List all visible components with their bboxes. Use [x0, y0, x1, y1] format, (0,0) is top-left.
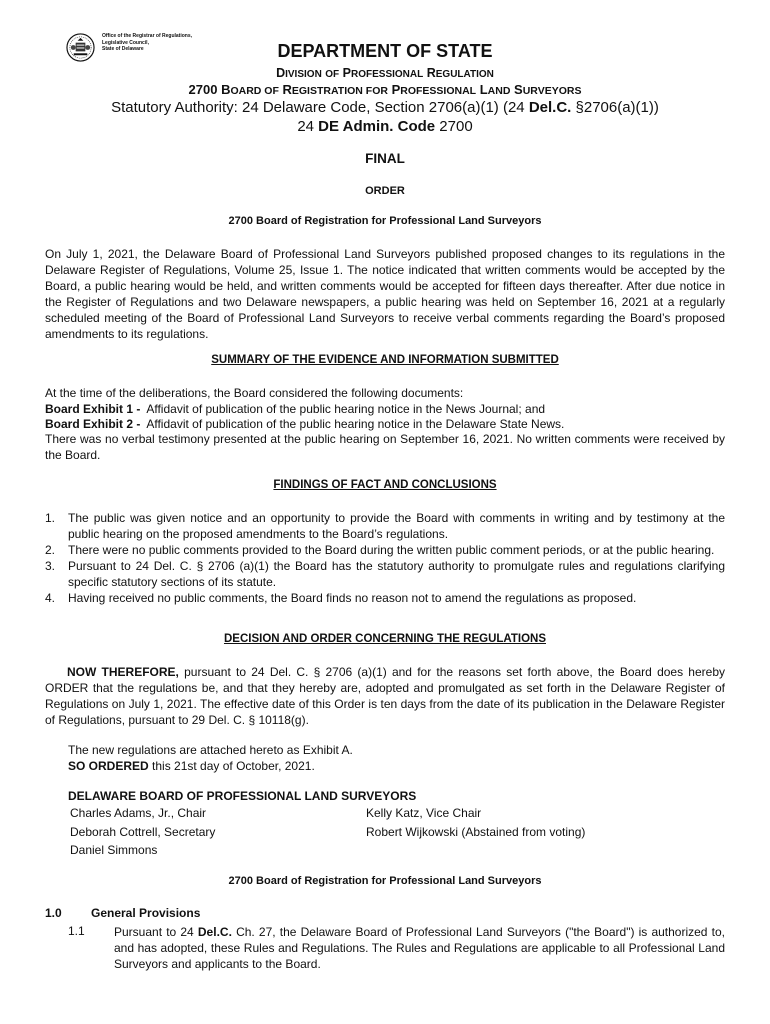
finding-item: 3. Pursuant to 24 Del. C. § 2706 (a)(1) the Board has the statutory authority to promulgate rules and regulations clarifying specific statutory sections of its statute. [45, 559, 725, 589]
section-number: 1.0 [45, 906, 62, 920]
board-heading: DELAWARE BOARD OF PROFESSIONAL LAND SURVEYORS [68, 789, 417, 803]
board-member: Daniel Simmons [70, 843, 158, 857]
finding-item: 1. The public was given notice and an opportunity to provide the Board with comments in writing and by testimony at the public hearing on the proposed amendments to the Board’s regulations. [45, 511, 725, 541]
office-line: Office of the Registrar of Regulations, [102, 33, 193, 39]
statutory-authority: Statutory Authority: 24 Delaware Code, Section 2706(a)(1) (24 Del.C. §2706(a)(1)) [111, 99, 659, 116]
findings-heading: FINDINGS OF FACT AND CONCLUSIONS [273, 479, 497, 491]
board-member: Charles Adams, Jr., Chair [70, 806, 207, 820]
exhibit-item: Board Exhibit 1 - Affidavit of publication of the public hearing notice in the News Journal; and [45, 402, 546, 416]
intro-paragraph: On July 1, 2021, the Delaware Board of Professional Land Surveyors published proposed changes to its regulations in the Delaware Register of Regulations, Volume 25, Issue 1. The notice indicated that written comments would be accepted by the Board, a public hearing would be held, and written comments would be accepted for fifteen days thereafter. After due notice in the Register of Regulations and two Delaware newspapers, a public hearing was held on September 16, 2021 at a regularly scheduled meeting of the Board of Professional Land Surveyors to receive verbal comments regarding the Board’s proposed amendments to its regulations. [45, 247, 725, 341]
exhibit-note: The new regulations are attached hereto as Exhibit A. [68, 743, 353, 757]
finding-item: 2. There were no public comments provided to the Board during the written public comment periods, or at the public hearing. [45, 543, 715, 557]
decision-heading: DECISION AND ORDER CONCERNING THE REGULATIONS [223, 633, 546, 645]
department-title: DEPARTMENT OF STATE [277, 41, 493, 61]
findings-list [45, 510, 725, 606]
office-line: State of Delaware [102, 46, 144, 52]
evidence-intro: At the time of the deliberations, the Board considered the following documents: [45, 386, 464, 400]
board-member: Robert Wijkowski (Abstained from voting) [366, 825, 586, 839]
admin-code: 24 DE Admin. Code 2700 [297, 118, 473, 135]
subsection-number: 1.1 [68, 924, 85, 938]
office-line: Legislative Council, [102, 39, 149, 46]
finding-item: 4. Having received no public comments, the Board finds no reason not to amend the regulations as proposed. [45, 591, 637, 605]
evidence-heading: SUMMARY OF THE EVIDENCE AND INFORMATION SUBMITTED [211, 354, 559, 366]
so-ordered: SO ORDERED this 21st day of October, 2021. [68, 759, 315, 773]
final-label: FINAL [365, 151, 405, 166]
order-label: ORDER [365, 185, 405, 197]
regulations-title: 2700 Board of Registration for Professional Land Surveyors [228, 875, 542, 887]
division-title: DIVISION OF PROFESSIONAL REGULATION [276, 66, 494, 80]
testimony-text: There was no verbal testimony presented at the public hearing on September 16, 2021. No written comments were received by the Board. [45, 432, 725, 462]
board-member: Kelly Katz, Vice Chair [366, 806, 482, 820]
order-board-title: 2700 Board of Registration for Professional Land Surveyors [228, 215, 542, 227]
decision-paragraph: NOW THEREFORE, pursuant to 24 Del. C. § 2706 (a)(1) and for the reasons set forth above, the Board does hereby ORDER that the regulations be, and that they hereby are, adopted and promulgated as set forth in the Delaware Register of Regulations on July 1, 2021. The effective date of this Order is ten days from the date of its publication in the Delaware Register of Regulations, pursuant to 29 Del. C. § 10118(g). [45, 665, 725, 727]
section-title: General Provisions [91, 906, 201, 920]
exhibit-item: Board Exhibit 2 - Affidavit of publication of the public hearing notice in the Delaware State News. [45, 417, 565, 431]
board-member: Deborah Cottrell, Secretary [70, 825, 216, 839]
board-title: 2700 BOARD OF REGISTRATION FOR PROFESSIONAL LAND SURVEYORS [188, 82, 582, 97]
subsection-text: Pursuant to 24 Del.C. Ch. 27, the Delaware Board of Professional Land Surveyors ("the Board") is authorized to, and has adopted, these Rules and Regulations. The Rules and Regulations are applicable to all Professional Land Surveyors and applicants to the Board. [114, 925, 725, 971]
